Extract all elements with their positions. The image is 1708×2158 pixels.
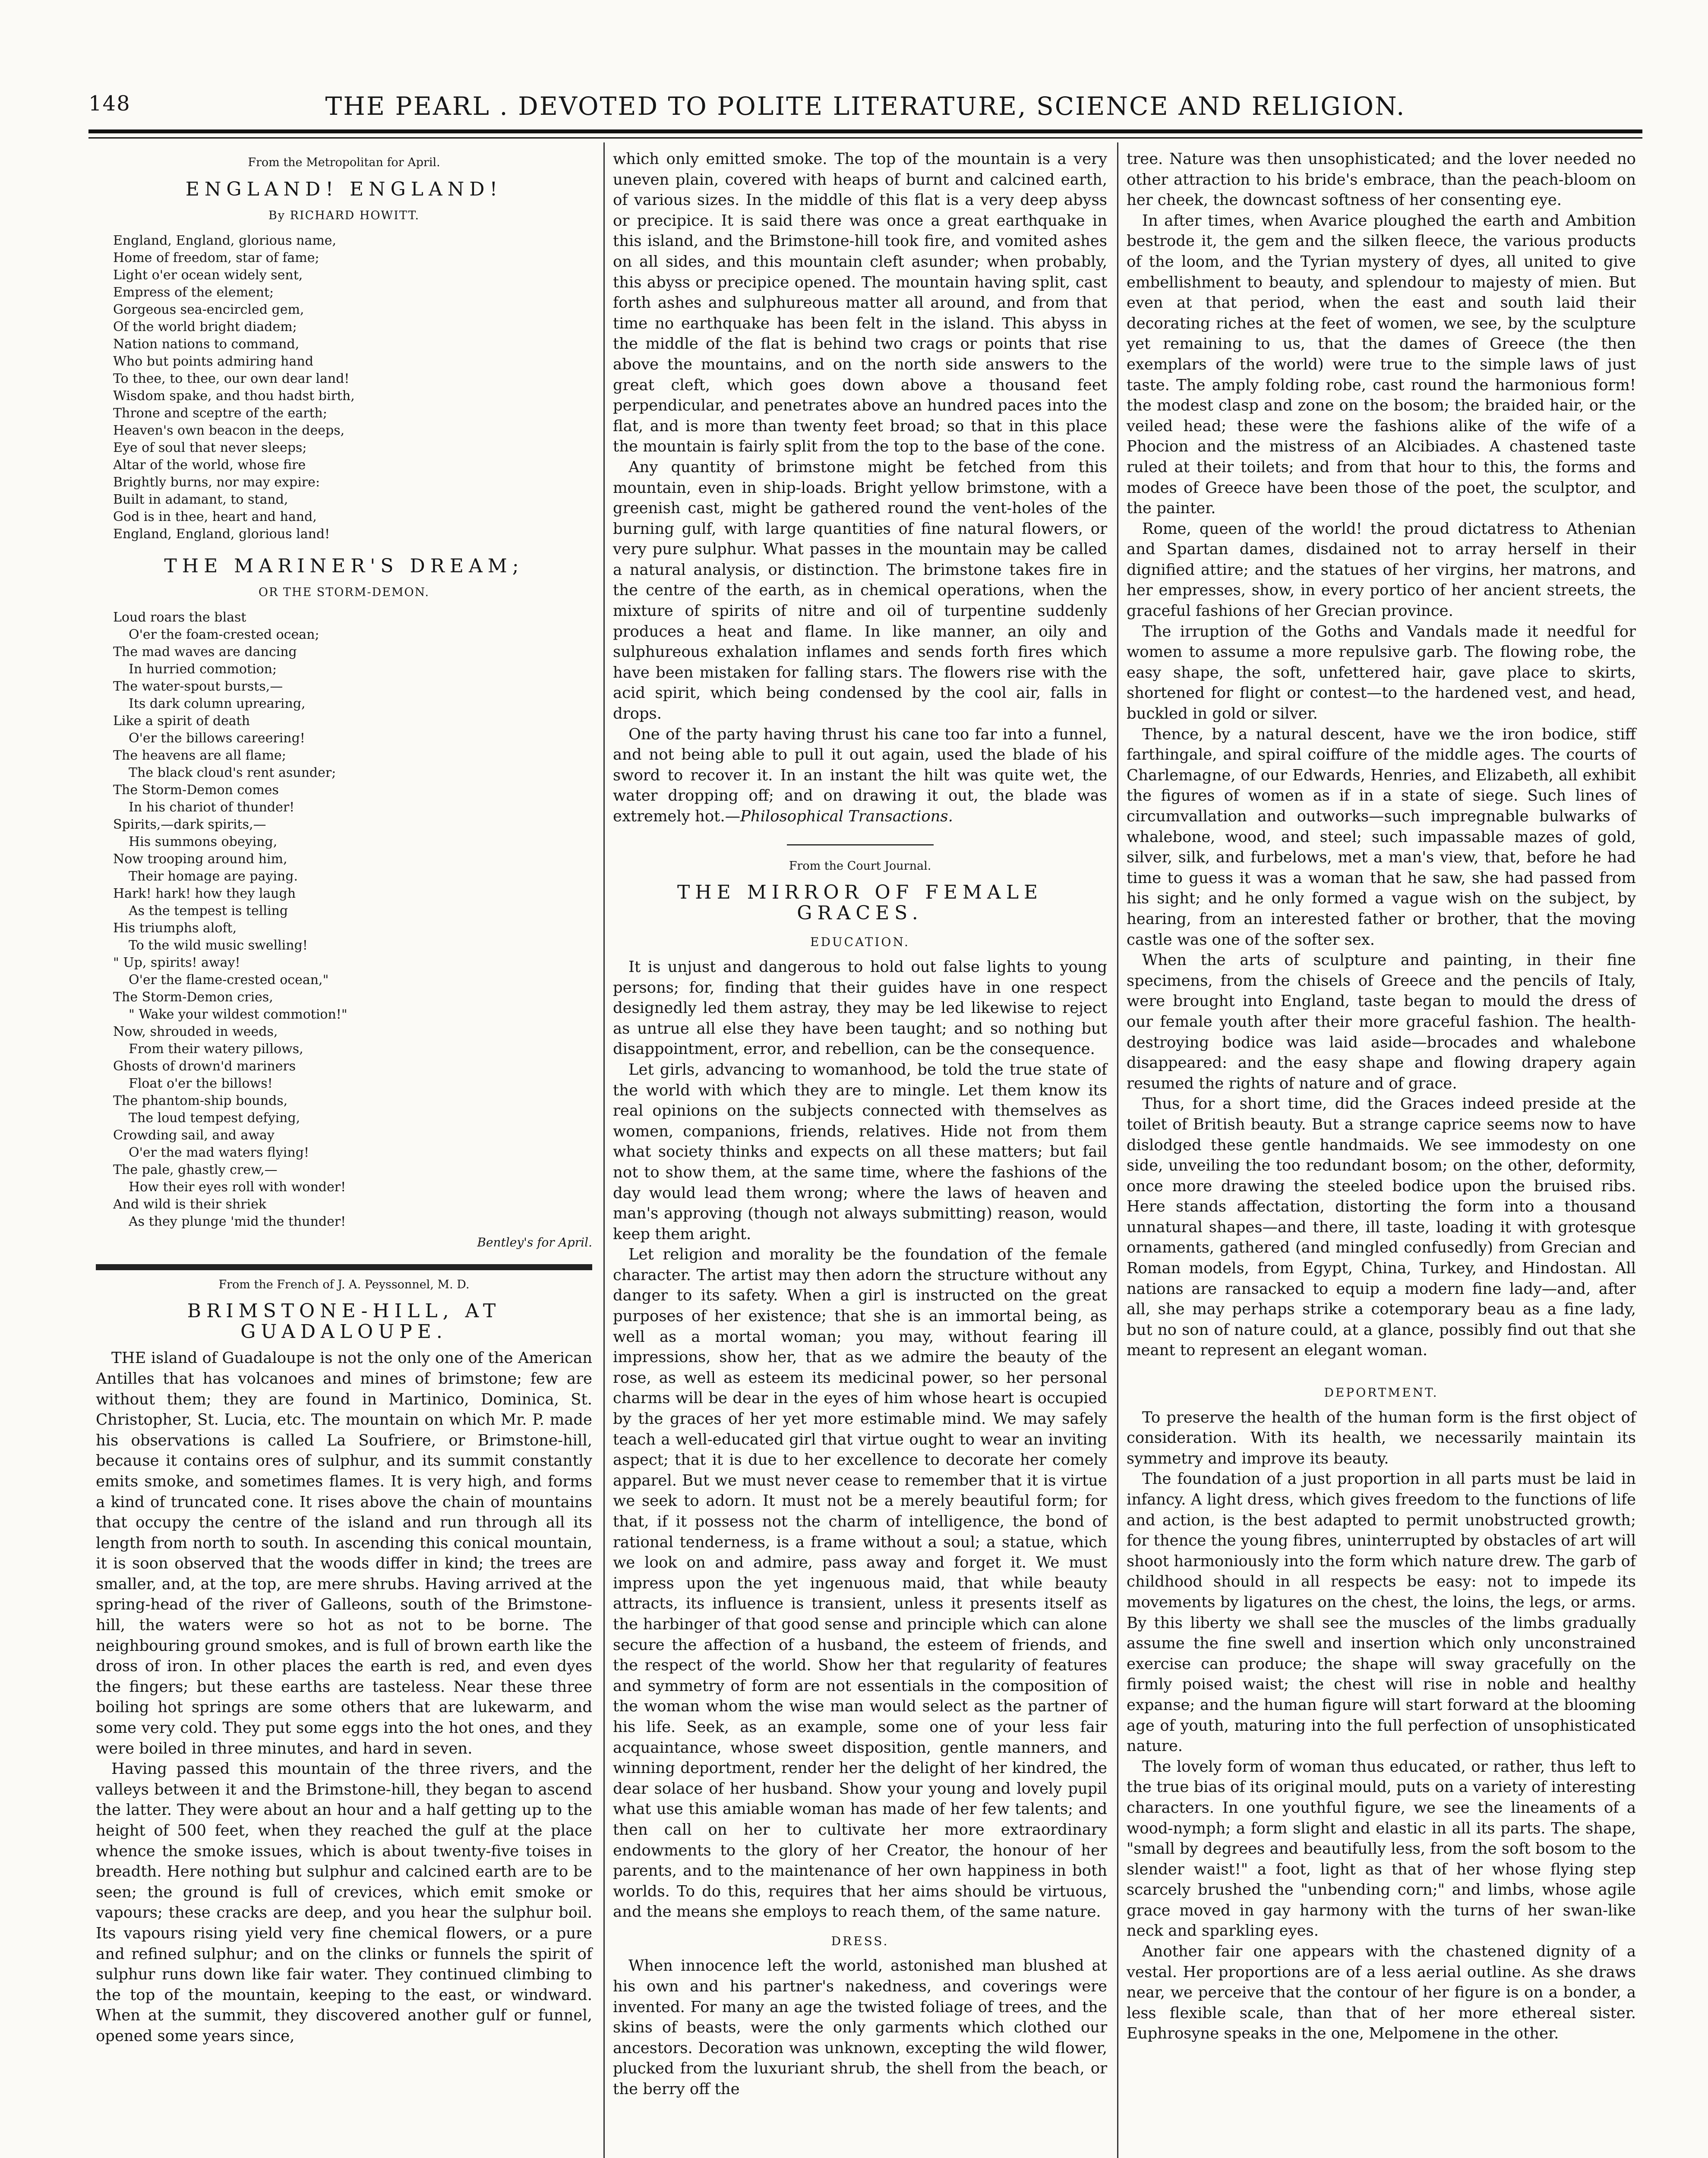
poem-line: Hark! hark! how they laugh bbox=[113, 886, 296, 901]
poem-line: The black cloud's rent asunder; bbox=[129, 765, 336, 780]
poem-line: O'er the foam-crested ocean; bbox=[129, 627, 319, 642]
poem-line: Now trooping around him, bbox=[113, 851, 287, 867]
poem-line: And wild is their shriek bbox=[113, 1196, 267, 1212]
mariner-attribution: Bentley's for April. bbox=[477, 1235, 592, 1249]
brimstone-paragraph-5-source: Philosophical Transactions. bbox=[740, 808, 953, 825]
brimstone-paragraph-3: which only emitted smoke. The top of the mountain is a very uneven plain, covered with heaps of burnt and calcined earth, of various sizes. In the middle of this flat is a very deep abyss or precipice. It is said there was once a great earthquake in this island, and the Brimstone-hill took fire, and vomited ashes on all sides, and this mountain cleft asunder; when probably, this abyss or precipice opened. The mountain having split, cast forth ashes and sulphureous matter all around, and from that time no earthquake has been felt in the island. This abyss in the middle of the flat is behind two crags or points that rise above the mountains, and on the north side answers to the great cleft, which goes down above a thousand feet perpendicular, and penetrates above an hundred paces into the flat, and is more than twenty feet broad; so that in this place the mountain is fairly split from the top to the base of the cone. bbox=[613, 150, 1107, 456]
poem-line: As they plunge 'mid the thunder! bbox=[129, 1214, 346, 1229]
column-1 bbox=[96, 149, 592, 2047]
poem-line: To the wild music swelling! bbox=[129, 937, 308, 953]
deportment-paragraph-4: Another fair one appears with the chastened dignity of a vestal. Her proportions are of a less aerial outline. As she draws near, we perceive that the contour of her figure is on a bonder, a less flexible scale, than that of her more ethereal sister. Euphrosyne speaks in the one, Melpomene in the other. bbox=[1127, 1943, 1636, 2043]
poem-line: Their homage are paying. bbox=[129, 868, 298, 884]
poem-line: O'er the flame-crested ocean," bbox=[129, 972, 329, 988]
poem-line: Float o'er the billows! bbox=[129, 1076, 273, 1091]
dress-paragraph-1: When innocence left the world, astonished man blushed at his own and his partner's nakedness, and coverings were invented. For many an age the twisted foliage of trees, and the skins of beasts, were the only garments which clothed our ancestors. Decoration was unknown, excepting the wild flower, plucked from the luxuriant shrub, the shell from the beach, or the berry off the bbox=[613, 1957, 1107, 2098]
dress-paragraph-1-continued: tree. Nature was then unsophisticated; and the lover needed no other attraction to his bride's embrace, than the peach-bloom on her cheek, the downcast softness of her consenting eye. bbox=[1127, 150, 1636, 209]
poem-line: Of the world bright diadem; bbox=[113, 319, 297, 334]
england-title: ENGLAND! ENGLAND! bbox=[185, 178, 503, 200]
poem-line: Ghosts of drown'd mariners bbox=[113, 1058, 296, 1074]
header-rule-thin bbox=[88, 137, 1642, 139]
poem-line: " Up, spirits! away! bbox=[113, 955, 240, 970]
poem-line: How their eyes roll with wonder! bbox=[129, 1179, 346, 1195]
mirror-source: From the Court Journal. bbox=[789, 859, 931, 873]
poem-line: Wisdom spake, and thou hadst birth, bbox=[113, 388, 355, 404]
education-paragraph-3: Let religion and morality be the foundation of the female character. The artist may then adorn the structure without any danger to its safety. When a girl is instructed on the great purposes of her existence; that she is an immortal being, as well as a mortal woman; you may, without fearing ill impressions, show her, that as we admire the beauty of the rose, as well as esteem its medicinal power, so her personal charms will be dear in the eyes of him whose heart is occupied by the graces of her yet more estimable mind. We may safely teach a well-educated girl that virtue ought to wear an inviting aspect; that it is due to her excellence to decorate her comely apparel. But we must never cease to remember that it is virtue we seek to adorn. It must not be a merely beautiful form; for that, if it possess not the charm of intelligence, the bond of rational tenderness, is a frame without a soul; a statue, which we look on and admire, pass away and forget it. We must impress upon the yet ingenuous maid, that while beauty attracts, its influence is transient, unless it presents itself as the harbinger of that good sense and principle which can alone secure the affection of a husband, the esteem of friends, and the respect of the world. Show her that regularity of features and symmetry of form are not essentials in the composition of the woman whom the wise man would select as the partner of his life. Seek, as an example, some one of your less fair acquaintance, whose sweet disposition, gentle manners, and winning deportment, render her the delight of her kindred, the dear solace of her husband. Show your young and lovely pupil what use this amiable woman has made of her few talents; and then call on her to cultivate her more extraordinary endowments to the glory of her Creator, the honour of her parents, and to the maintenance of her own happiness in both worlds. To do this, requires that her aims should be virtuous, and the means she employs to reach them, of the same nature. bbox=[613, 1246, 1107, 1921]
poem-line: The phantom-ship bounds, bbox=[113, 1093, 288, 1108]
poem-line: England, England, glorious name, bbox=[113, 233, 337, 248]
poem-line: The pale, ghastly crew,— bbox=[113, 1162, 278, 1177]
poem-line: Like a spirit of death bbox=[113, 713, 250, 729]
poem-line: His summons obeying, bbox=[129, 834, 278, 849]
england-byline: By RICHARD HOWITT. bbox=[268, 209, 420, 223]
brimstone-paragraph-2: Having passed this mountain of the three rivers, and the valleys between it and the Brimstone-hill, they began to ascend the latter. They were about an hour and a half getting up to the height of 500 feet, when they reached the gulf at the place whence the smoke issues, which is about twenty-five toises in breadth. Here nothing but sulphur and calcined earth are to be seen; the ground is full of crevices, which emit smoke or vapours; these cracks are deep, and you hear the sulphur boil. Its vapours rising yield very fine chemical flowers, or a pure and refined sulphur; and on the clinks or funnels the spirit of sulphur runs down like fair water. They continued climbing to the top of the mountain, keeping to the east, or windward. When at the summit, they discovered another gulf or funnel, opened some years since, bbox=[96, 1760, 592, 2045]
page-header bbox=[88, 91, 1642, 130]
poem-line: Spirits,—dark spirits,— bbox=[113, 817, 266, 832]
dress-paragraph-6: When the arts of sculpture and painting, in their fine specimens, from the chisels of Greece and the pencils of Italy, were brought into England, taste began to mould the dress of our female youth after their more graceful fashion. The health-destroying bodice was laid aside—brocades and whalebone disappeared: and the easy shape and flowing drapery again resumed the rights of nature and of grace. bbox=[1127, 951, 1636, 1092]
poem-line: Who but points admiring hand bbox=[113, 353, 313, 369]
poem-line: Empress of the element; bbox=[113, 284, 274, 300]
poem-line: Built in adamant, to stand, bbox=[113, 492, 288, 507]
poem-line: God is in thee, heart and hand, bbox=[113, 509, 317, 524]
deportment-heading: DEPORTMENT. bbox=[1324, 1385, 1439, 1400]
poem-line: Brightly burns, nor may expire: bbox=[113, 474, 320, 490]
poem-line: In hurried commotion; bbox=[129, 661, 277, 677]
column-divider-right bbox=[1117, 142, 1118, 2158]
masthead: THE PEARL . DEVOTED TO POLITE LITERATURE, SCIENCE AND RELIGION. bbox=[325, 91, 1406, 121]
poem-line: The Storm-Demon cries, bbox=[113, 989, 273, 1005]
poem-line: Nation nations to command, bbox=[113, 336, 300, 352]
poem-line: In his chariot of thunder! bbox=[129, 799, 295, 815]
poem-line: His triumphs aloft, bbox=[113, 920, 237, 936]
deportment-paragraph-1: To preserve the health of the human form is the first object of consideration. With its health, we necessarily maintain its symmetry and improve its beauty. bbox=[1127, 1408, 1636, 1467]
poem-line: Eye of soul that never sleeps; bbox=[113, 440, 307, 455]
brimstone-title: BRIMSTONE-HILL, AT GUADALOUPE. bbox=[187, 1300, 501, 1343]
section-separator bbox=[96, 1264, 592, 1270]
brimstone-paragraph-1: THE island of Guadaloupe is not the only one of the American Antilles that has volcanoes and mines of brimstone; few are without them; they are found in Martinico, Dominica, St. Christopher, St. Lucia, etc. The mountain on which Mr. P. made his observations is called La Soufriere, or Brimstone-hill, because it contains ores of sulphur, and its summit constantly emits smoke, and sometimes flames. It is very high, and forms a kind of truncated cone. It rises above the chain of mountains that occupy the centre of the island and run through all its length from north to south. In ascending this conical mountain, it is soon observed that the woods differ in kind; the trees are smaller, and, at the top, are mere shrubs. Having arrived at the spring-head of the river of Galleons, south of the Brimstone-hill, the waters were so hot as not to be borne. The neighbouring ground smokes, and is full of brown earth like the dross of iron. In other places the earth is red, and even dyes the fingers; but these earths are tasteless. Near these three boiling hot springs are some others that are lukewarm, and some very cold. They put some eggs into the hot ones, and they were boiled in three minutes, and hard in seven. bbox=[96, 1349, 592, 1757]
poem-line: Home of freedom, star of fame; bbox=[113, 250, 319, 265]
brimstone-paragraph-5-text: One of the party having thrust his cane too far into a funnel, and not being able to pull it out again, used the blade of his sword to recover it. In an instant the hilt was quite wet, the water dropping off; and on drawing it out, the blade was extremely hot.— bbox=[613, 725, 1107, 825]
mariner-stanza-1 bbox=[113, 609, 592, 816]
column-2 bbox=[613, 149, 1107, 2100]
poem-line: Loud roars the blast bbox=[113, 609, 246, 625]
poem-line: To thee, to thee, our own dear land! bbox=[113, 371, 350, 386]
dress-paragraph-7: Thus, for a short time, did the Graces indeed preside at the toilet of British beauty. But a strange caprice seems now to have dislodged these gentle handmaids. We see immodesty on one side, unveiling the too redundant bosom; on the other, deformity, once more drawing the steeled bodice upon the bruised ribs. Here stands affectation, distorting the form into a thousand unnatural shapes—and there, ill taste, loading it with grotesque ornaments, gathered (and mingled confusedly) from Grecian and Roman models, from Egypt, China, Turkey, and Hindostan. All nations are ransacked to equip a modern fine lady—and, after all, she may perhaps strike a cotemporary beau as a fine lady, but no son of nature could, at a glance, possibly find out that she meant to represent an elegant woman. bbox=[1127, 1095, 1636, 1360]
mariner-title: THE MARINER'S DREAM; bbox=[164, 555, 524, 577]
poem-line: Gorgeous sea-encircled gem, bbox=[113, 302, 304, 317]
poem-line: Crowding sail, and away bbox=[113, 1127, 275, 1143]
england-stanza-2 bbox=[113, 388, 592, 543]
brimstone-source: From the French of J. A. Peyssonnel, M. D. bbox=[218, 1278, 470, 1291]
mariner-stanza-2 bbox=[113, 816, 592, 1023]
poem-line: Its dark column uprearing, bbox=[129, 696, 306, 711]
poem-line: England, England, glorious land! bbox=[113, 526, 330, 542]
dress-paragraph-5: Thence, by a natural descent, have we the iron bodice, stiff farthingale, and spiral coiffure of the middle ages. The courts of Charlemagne, of our Edwards, Henries, and Elizabeth, all exhibit the figures of women as if in a state of siege. Such lines of circumvallation and outworks—such impregnable bulwarks of whalebone, wood, and steel; such impassable mazes of gold, silver, silk, and furbelows, met a man's view, that, before he had time to guess it was a woman that he saw, she had passed from his sight; and he only formed a vague wish on the subject, by hearing, from an interested father or brother, that the moving castle was one of the softer sex. bbox=[1127, 725, 1636, 949]
poem-line: As the tempest is telling bbox=[129, 903, 288, 918]
education-paragraph-2: Let girls, advancing to womanhood, be told the true state of the world with which they are to mingle. Let them know its real opinions on the subjects connected with themselves as women, companions, friends, relatives. Hide not from them what society thinks and expects on all these matters; but fail not to show them, at the same time, where the fashions of the day would lead them wrong; where the laws of heaven and man's approving (though not always submitting) reason, would keep them aright. bbox=[613, 1060, 1107, 1243]
education-paragraph-1: It is unjust and dangerous to hold out false lights to young persons; for, finding that their guides have in one respect designedly led them astray, they may be led likewise to reject as untrue all else they have been taught; and so nothing but disappointment, error, and rebellion, can be the consequence. bbox=[613, 958, 1107, 1058]
poem-line: Now, shrouded in weeds, bbox=[113, 1024, 278, 1039]
poem-line: The loud tempest defying, bbox=[129, 1110, 300, 1126]
england-source: From the Metropolitan for April. bbox=[248, 156, 440, 169]
dress-paragraph-4: The irruption of the Goths and Vandals made it needful for women to assume a more repulsive garb. The flowing robe, the easy shape, the soft, unfettered hair, gave place to skirts, shortened for flight or contest—to the hardened vest, and head, buckled in gold or silver. bbox=[1127, 622, 1636, 723]
poem-line: Altar of the world, whose fire bbox=[113, 457, 306, 473]
dress-heading: DRESS. bbox=[831, 1934, 889, 1948]
deportment-paragraph-2: The foundation of a just proportion in all parts must be laid in infancy. A light dress, which gives freedom to the functions of life and action, is the best adapted to permit unobstructed growth; for thence the young fibres, uninterrupted by obstacles of art will shoot harmoniously into the form which nature drew. The garb of childhood should in all respects be easy: not to impede its movements by ligatures on the chest, the loins, the legs, or arms. By this liberty we shall see the muscles of the limbs gradually assume the fine swell and insertion which only unconstrained exercise can produce; the shape will sway gracefully on the firmly poised waist; the chest will rise in noble and healthy expanse; and the human figure will start forward at the blooming age of youth, maturing into the full perfection of unsophisticated nature. bbox=[1127, 1470, 1636, 1755]
england-stanza-1 bbox=[113, 232, 592, 388]
poem-line: The water-spout bursts,— bbox=[113, 678, 283, 694]
section-rule bbox=[787, 844, 934, 846]
dress-paragraph-2: In after times, when Avarice ploughed the earth and Ambition bestrode it, the gem and the silken fleece, the various products of the loom, and the Tyrian mystery of dyes, all united to give embellishment to beauty, and splendour to majesty of mien. But even at that period, when the east and south laid their decorating riches at the feet of women, we see, by the sculpture yet remaining to us, that the dames of Greece (the then exemplars of the world) were true to the simple laws of just taste. The amply folding robe, cast round the harmonious form! the modest clasp and zone on the bosom; the braided hair, or the veiled head; these were the fashions alike of the wife of a Phocion and the mistress of an Alcibiades. A chastened taste ruled at their toilets; and from that hour to this, the forms and modes of Greece have been those of the poet, the sculptor, and the painter. bbox=[1127, 211, 1636, 517]
brimstone-paragraph-4: Any quantity of brimstone might be fetched from this mountain, even in ship-loads. Bright yellow brimstone, with a greenish cast, might be gathered round the vent-holes of the burning gulf, with large quantities of fine natural flowers, or very pure sulphur. What passes in the mountain may be called a natural analysis, or distinction. The brimstone takes fire in the centre of the earth, as in chemical operations, when the mixture of spirits of nitre and oil of turpentine suddenly produces a heat and flame. In like manner, an oily and sulphureous exhalation inflames and sends forth fires which have been mistaken for falling stars. The flowers rise with the acid spirit, which being condensed by the cool air, falls in drops. bbox=[613, 458, 1107, 723]
poem-line: O'er the billows careering! bbox=[129, 730, 305, 746]
poem-line: The heavens are all flame; bbox=[113, 748, 286, 763]
poem-line: O'er the mad waters flying! bbox=[129, 1145, 309, 1160]
header-rule-thick bbox=[88, 129, 1642, 133]
poem-line: Light o'er ocean widely sent, bbox=[113, 267, 303, 283]
column-3 bbox=[1127, 149, 1636, 2044]
brimstone-paragraph-5 bbox=[613, 724, 1107, 827]
poem-line: Throne and sceptre of the earth; bbox=[113, 405, 327, 421]
page-number: 148 bbox=[88, 91, 131, 116]
dress-paragraph-3: Rome, queen of the world! the proud dictatress to Athenian and Spartan dames, disdained not to array herself in their dignified attire; and the statues of her virgins, her matrons, and her empresses, show, in every portico of her ancient streets, the graceful fashions of her Grecian province. bbox=[1127, 520, 1636, 620]
mirror-title: THE MIRROR OF FEMALE GRACES. bbox=[677, 881, 1043, 924]
poem-line: From their watery pillows, bbox=[129, 1041, 303, 1057]
poem-line: " Wake your wildest commotion!" bbox=[129, 1006, 347, 1022]
mariner-subtitle: OR THE STORM-DEMON. bbox=[258, 586, 430, 599]
poem-line: Heaven's own beacon in the deeps, bbox=[113, 423, 345, 438]
column-divider-left bbox=[603, 142, 605, 2158]
deportment-paragraph-3: The lovely form of woman thus educated, or rather, thus left to the true bias of its original mould, puts on a variety of interesting characters. In one youthful figure, we see the lineaments of a wood-nymph; a form slight and elastic in all its parts. The shape, "small by degrees and beautifully less, from the soft bosom to the slender waist!" a foot, light as that of her whose flying step scarcely brushed the "unbending corn;" and limbs, whose agile grace moved in gay harmony with the turns of her swan-like neck and sparkling eyes. bbox=[1127, 1757, 1636, 1940]
poem-line: The mad waves are dancing bbox=[113, 644, 297, 659]
mariner-stanza-3 bbox=[113, 1023, 592, 1230]
poem-line: The Storm-Demon comes bbox=[113, 782, 279, 798]
education-heading: EDUCATION. bbox=[810, 935, 910, 950]
